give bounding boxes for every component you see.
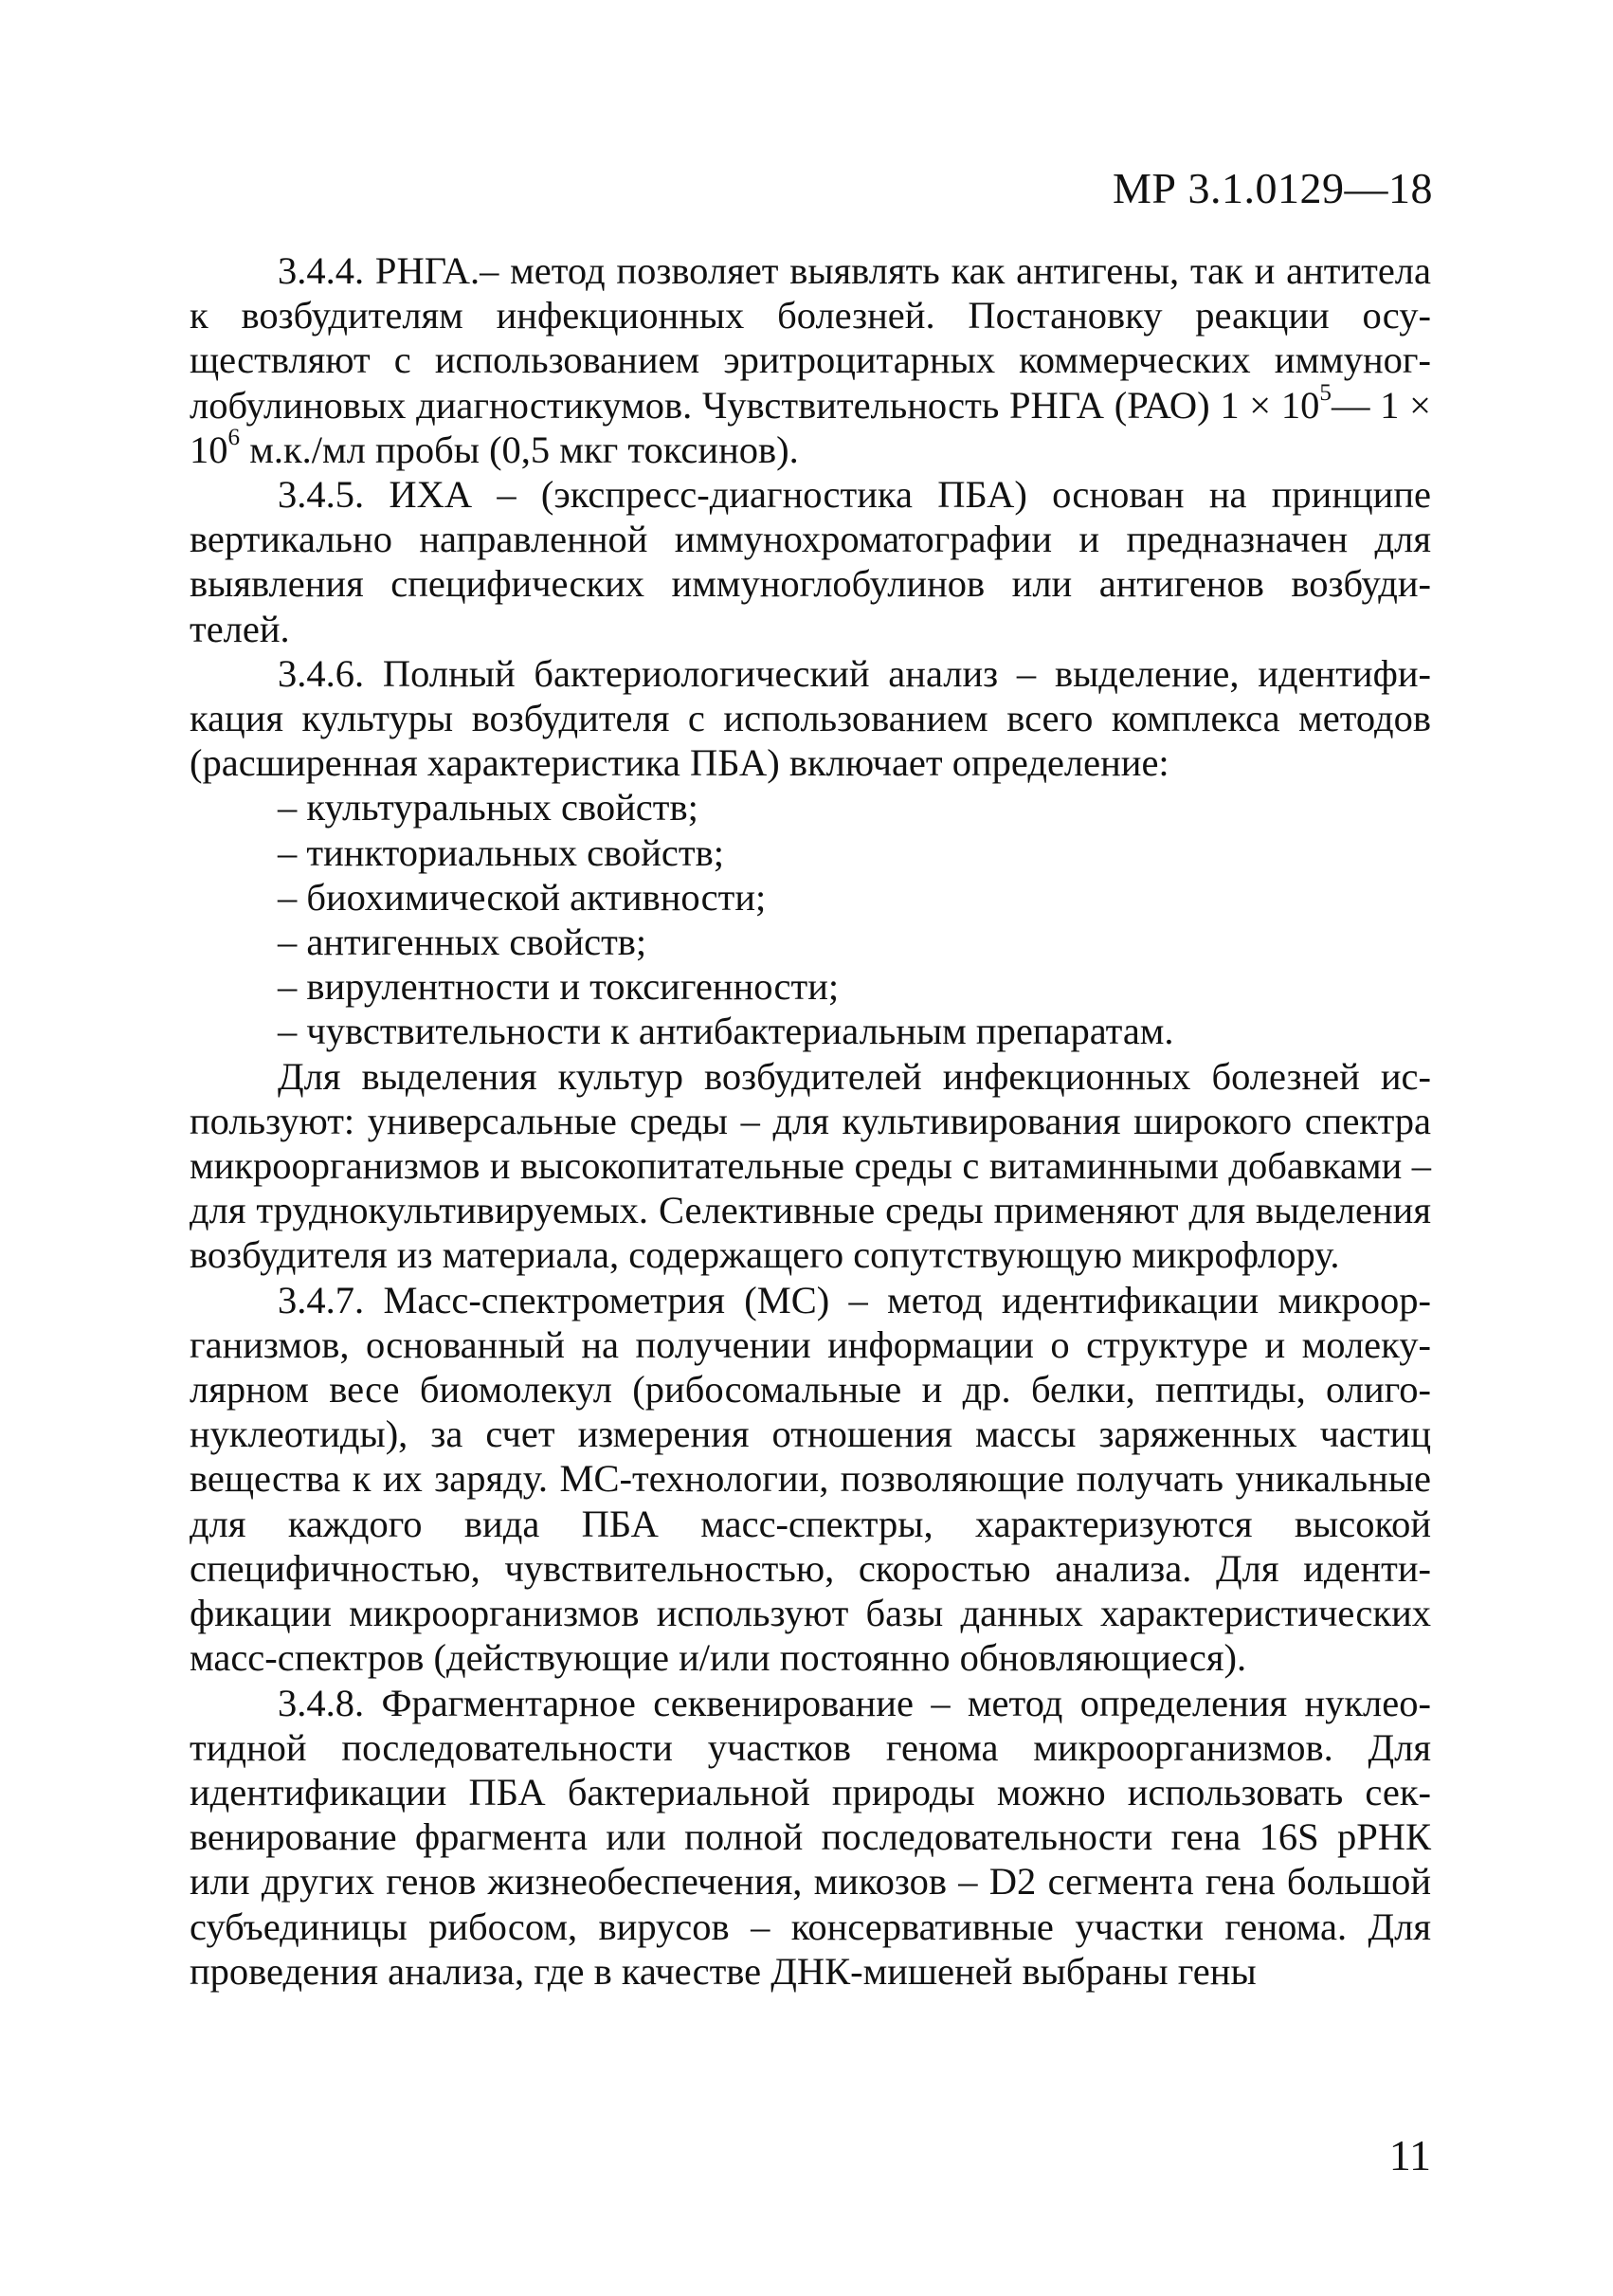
property-list xyxy=(190,785,1431,1053)
paragraph-3-4-4-range: — 1 × 10 xyxy=(190,383,1431,471)
paragraph-3-4-7: 3.4.7. Масс-спектрометрия (МС) – метод идентификации микроорганизмов, основанный на получении информации о структуре и молекулярном весе биомолекул (рибосомальные и др. белки, пептиды, олигонуклеотиды), за счет измерения отношения массы заряженных частиц вещества к их заряду. МС-технологии, позволяющие получать уникальные для каждого вида ПБА масс-спектры, характеризуются высокой специфичностью, чувствительностью, скоростью анализа. Для идентификации микроорганизмов используют базы данных характеристических масс-спектров (действующие и/или постоянно обновляющиеся). xyxy=(190,1278,1431,1680)
page-number: 11 xyxy=(1388,2131,1431,2179)
paragraph-3-4-6: 3.4.6. Полный бактериологический анализ – выделение, идентификация культуры возбудителя с использованием всего комплекса методов (расширенная характеристика ПБА) включает определение: xyxy=(190,651,1431,785)
paragraph-3-4-4-text: 3.4.4. РНГА.– метод позволяет выявлять как антигены, так и антитела к возбудителям инфекционных болезней. Постановку реакции осуществляют с использованием эритроцитарных коммерческих иммуноглобулиновых диагностикумов. Чувствительность РНГА (РАО) 1 × 10 xyxy=(190,249,1431,427)
list-item: – чувствительности к антибактериальным препаратам. xyxy=(278,1010,1174,1053)
paragraph-3-4-8: 3.4.8. Фрагментарное секвенирование – метод определения нуклеотидной последовательности участков генома микроорганизмов. Для идентификации ПБА бактериальной природы можно использовать секвенирование фрагмента или полной последовательности гена 16S рРНК или других генов жизнеобеспечения, микозов – D2 сегмента гена большой субъединицы рибосом, вирусов – консервативные участки генома. Для проведения анализа, где в качестве ДНК-мишеней выбраны гены xyxy=(190,1681,1431,1993)
document-body xyxy=(190,248,1431,1994)
exponent-6: 6 xyxy=(227,424,241,450)
paragraph-culture-media: Для выделения культур возбудителей инфекционных болезней используют: универсальные среды – для культивирования широкого спектра микроорганизмов и высокопитательные среды с витаминными добавками – для труднокультивируемых. Селективные среды применяют для выделения возбудителя из материала, содержащего сопутствующую микрофлору. xyxy=(190,1054,1431,1277)
paragraph-3-4-5: 3.4.5. ИХА – (экспресс-диагностика ПБА) основан на принципе вертикально направленной иммунохроматографии и предназначен для выявления специфических иммуноглобулинов или антигенов возбудителей. xyxy=(190,473,1431,650)
exponent-5: 5 xyxy=(1319,379,1332,406)
paragraph-3-4-4-tail: м.к./мл пробы (0,5 мкг токсинов). xyxy=(240,428,799,471)
list-item: – биохимической активности; xyxy=(278,875,767,919)
list-item: – тинкториальных свойств; xyxy=(278,830,724,874)
list-item: – антигенных свойств; xyxy=(278,920,647,964)
list-item: – вирулентности и токсигенности; xyxy=(278,965,840,1009)
list-item: – культуральных свойств; xyxy=(278,786,698,829)
paragraph-3-4-4 xyxy=(190,248,1431,472)
document-code-header: МР 3.1.0129—18 xyxy=(1113,164,1433,212)
